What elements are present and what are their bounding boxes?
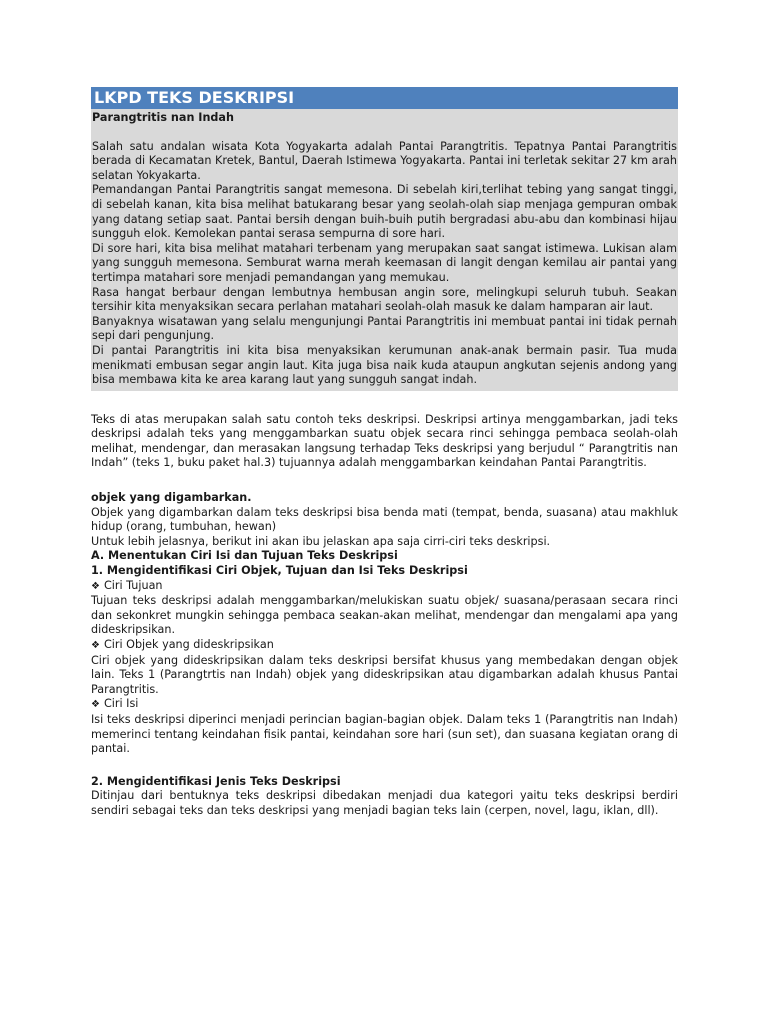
page-title: LKPD TEKS DESKRIPSI [91, 87, 678, 109]
ciri-isi-label: ❖ Ciri Isi [91, 697, 678, 713]
diamond-bullet-icon [91, 638, 104, 651]
example-paragraph: Pemandangan Pantai Parangtritis sangat memesona. Di sebelah kiri,terlihat tebing yang sangat tinggi, di sebelah kanan, kita bisa melihat batukarang besar yang seolah-olah siap menjaga gempuran ombak yang datang setiap saat. Pantai bersih dengan buih-buih putih bergradasi abu-abu dan kombinasi hijau sungguh elok. Kemolekan pantai serasa sempurna di sore hari. [92, 183, 677, 241]
jenis-text: Ditinjau dari bentuknya teks deskripsi dibedakan menjadi dua kategori yaitu teks deskripsi berdiri sendiri sebagai teks dan teks deskripsi yang menjadi bagian teks lain (cerpen, novel, lagu, iklan, dll). [91, 789, 678, 817]
ciri-tujuan-text: Tujuan teks deskripsi adalah menggambarkan/melukiskan suatu objek/ suasana/perasaan secara rinci dan sekonkret mungkin sehingga pembaca seakan-akan melihat, mendengar dan mengalami apa yang dideskripsikan. [91, 594, 678, 637]
section-a-heading: A. Menentukan Ciri Isi dan Tujuan Teks Deskripsi [91, 549, 398, 563]
document-content [91, 87, 678, 819]
ciri-objek-text: Ciri objek yang dideskripsikan dalam teks deskripsi bersifat khusus yang membedakan dengan objek lain. Teks 1 (Parangtrtis nan Indah) objek yang dideskripsikan atau digambarkan adalah khusus Pantai Parangtritis. [91, 653, 678, 696]
diamond-bullet-icon [91, 579, 104, 592]
diamond-bullet-icon [91, 697, 104, 710]
example-paragraph: Di sore hari, kita bisa melihat matahari terbenam yang merupakan saat sangat istimewa. Lukisan alam yang sungguh memesona. Semburat warna merah keemasan di langit dengan kemilau air pantai yang tertimpa matahari sore menjadi pemandangan yang memukau. [92, 241, 677, 284]
example-paragraph: Di pantai Parangtritis ini kita bisa menyaksikan kerumunan anak-anak bermain pasir. Tua muda menikmati embusan segar angin laut. Kita juga bisa naik kuda ataupun angkutan sejenis andong yang bisa membawa kita ke area karang laut yang sungguh sangat indah. [92, 343, 677, 387]
intro-paragraph: Teks di atas merupakan salah satu contoh teks deskripsi. Deskripsi artinya menggambarkan, jadi teks deskripsi adalah teks yang menggambarkan suatu objek secara rinci sehingga pembaca seolah-olah melihat, mendengar, dan merasakan langsung terhadap Teks deskripsi yang berjudul “ Parangtritis nan Indah” (teks 1, buku paket hal.3) tujuannya adalah menggambarkan keindahan Pantai Parangtritis. [91, 412, 678, 470]
ciri-tujuan-label: ❖ Ciri Tujuan [91, 579, 678, 595]
objek-followup: Untuk lebih jelasnya, berikut ini akan ibu jelaskan apa saja cirri-ciri teks deskripsi. [91, 534, 551, 548]
ciri-objek-label: ❖ Ciri Objek yang dideskripsikan [91, 638, 678, 654]
example-title: Parangtritis nan Indah [92, 111, 234, 124]
example-paragraph: Salah satu andalan wisata Kota Yogyakarta adalah Pantai Parangtritis. Tepatnya Pantai Parangtritis berada di Kecamatan Kretek, Bantul, Daerah Istimewa Yogyakarta. Pantai ini terletak sekitar 27 km arah selatan Yokyakarta. [92, 139, 677, 182]
ciri-isi-text: Isi teks deskripsi diperinci menjadi perincian bagian-bagian objek. Dalam teks 1 (Parangtritis nan Indah) memerinci tentang keindahan fisik pantai, keindahan sore hari (sun set), dan suasana kegiatan orang di pantai. [91, 712, 678, 756]
example-paragraph: Banyaknya wisatawan yang selalu mengunjungi Pantai Parangtritis ini membuat pantai ini tidak pernah sepi dari pengunjung. [92, 314, 677, 343]
objek-heading: objek yang digambarkan. [91, 491, 252, 505]
example-text-box [91, 109, 678, 391]
objek-text: Objek yang digambarkan dalam teks deskripsi bisa benda mati (tempat, benda, suasana) atau makhluk hidup (orang, tumbuhan, hewan) [91, 505, 678, 534]
subsection-1-heading: 1. Mengidentifikasi Ciri Objek, Tujuan dan Isi Teks Deskripsi [91, 564, 468, 578]
example-paragraph: Rasa hangat berbaur dengan lembutnya hembusan angin sore, melingkupi seluruh tubuh. Seakan tersihir kita menyaksikan secara perlahan matahari seolah-olah masuk ke dalam hamparan air laut. [92, 285, 677, 314]
subsection-2-heading: 2. Mengidentifikasi Jenis Teks Deskripsi [91, 774, 341, 788]
